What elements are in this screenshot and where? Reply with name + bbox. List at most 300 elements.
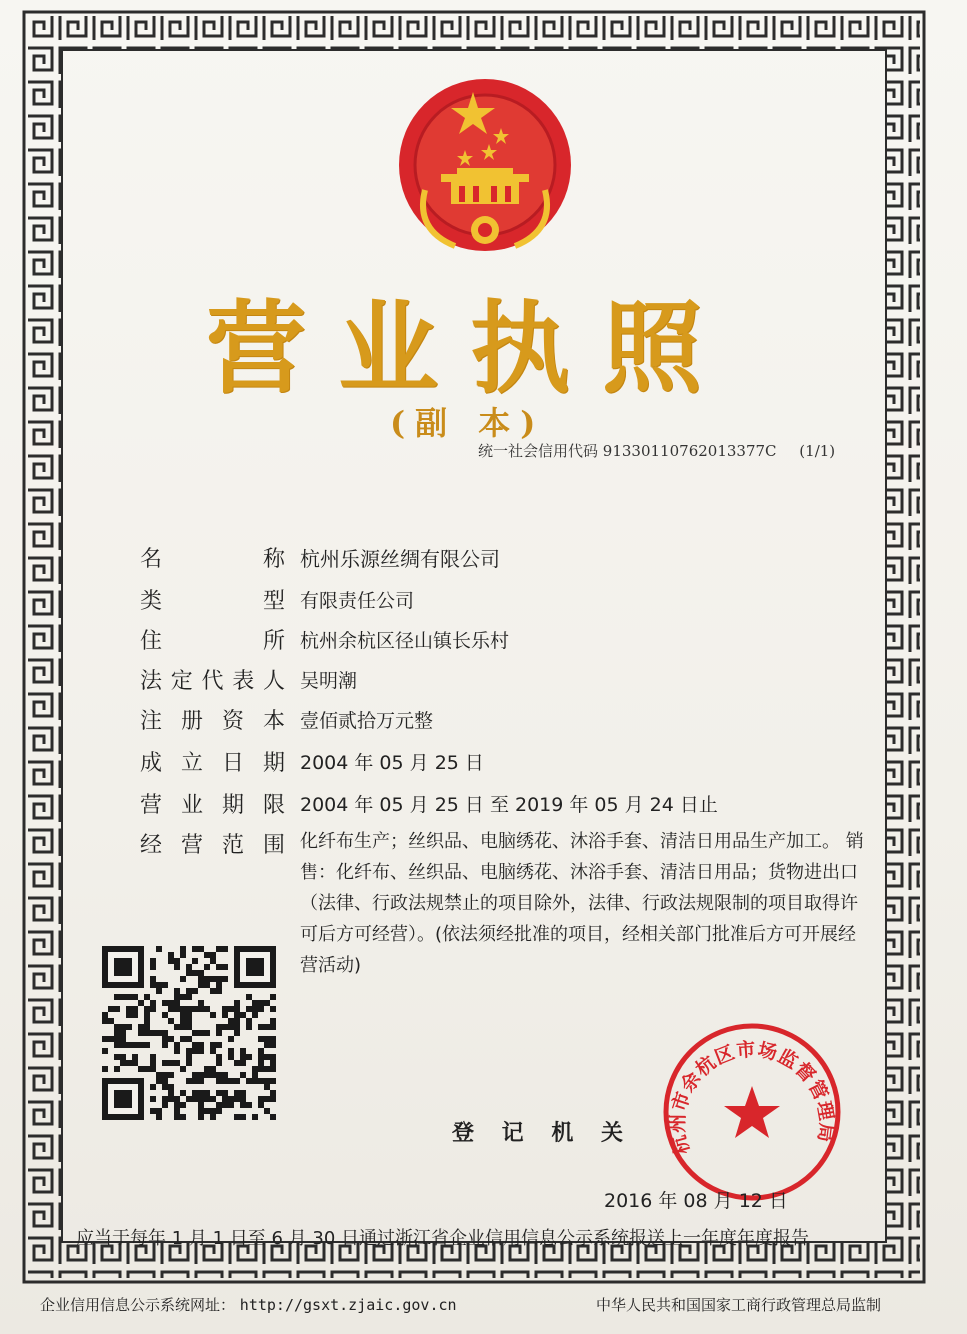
qr-module [138,1000,144,1006]
qr-module [114,1036,120,1042]
qr-module [120,1060,126,1066]
qr-module [228,1102,234,1108]
qr-module [180,1114,186,1120]
field-established [140,744,484,778]
qr-module [198,1090,204,1096]
qr-module [258,1060,264,1066]
qr-module [186,1060,192,1066]
qr-module [174,988,180,994]
qr-module [258,1036,264,1042]
qr-module [270,1066,276,1072]
qr-module [132,1012,138,1018]
qr-module [174,1102,180,1108]
qr-module [258,1024,264,1030]
qr-module [186,1096,192,1102]
field-label: 法 定 代 表 人 [140,668,285,694]
qr-module [234,1006,240,1012]
qr-module [210,958,216,964]
qr-module [210,988,216,994]
qr-module [180,1024,186,1030]
qr-module [204,976,210,982]
qr-module [222,1096,228,1102]
qr-module [156,946,162,952]
qr-module [270,1018,276,1024]
qr-module [174,1096,180,1102]
qr-module [162,1030,168,1036]
qr-module [192,1072,198,1078]
qr-module [216,988,222,994]
field-value: 杭州余杭区径山镇长乐村 [300,629,510,652]
qr-module [150,1000,156,1006]
field-label: 经 营 范 围 [140,832,285,858]
qr-module [222,1102,228,1108]
qr-module [198,1078,204,1084]
qr-module [120,1030,126,1036]
qr-module [114,1006,120,1012]
credit-code-label: 统一社会信用代码 [478,442,599,460]
qr-module [264,1054,270,1060]
qr-module [186,1012,192,1018]
qr-module [174,1042,180,1048]
footer-supervisor: 中华人民共和国国家工商行政管理总局监制 [596,1296,882,1314]
qr-module [162,1096,168,1102]
registration-date: 2016 年 08 月 12 日 [604,1190,788,1212]
qr-module [168,1090,174,1096]
qr-module [108,1018,114,1024]
qr-module [264,1042,270,1048]
qr-module [270,1054,276,1060]
qr-module [156,982,162,988]
qr-module [234,1090,240,1096]
qr-module [258,1054,264,1060]
qr-module [216,976,222,982]
qr-module [174,1108,180,1114]
document-title: 营业执照 [206,289,734,407]
qr-module [198,1114,204,1120]
qr-module [264,1084,270,1090]
qr-module [102,1066,108,1072]
document-subtitle: (副 本) [390,404,546,442]
qr-module [198,1072,204,1078]
qr-module [252,1000,258,1006]
qr-module [162,1102,168,1108]
qr-module [198,1000,204,1006]
qr-module [192,1042,198,1048]
qr-module [210,1108,216,1114]
qr-module [150,1084,156,1090]
qr-module [108,1006,114,1012]
qr-module [264,1108,270,1114]
qr-module [228,1054,234,1060]
field-value: 壹佰贰拾万元整 [300,709,434,732]
qr-module [120,1036,126,1042]
qr-module [150,1108,156,1114]
qr-module [216,1030,222,1036]
qr-module [240,1114,246,1120]
qr-module [270,1114,276,1120]
qr-module [228,1048,234,1054]
qr-module [198,970,204,976]
qr-module [186,994,192,1000]
field-value: 2004 年 05 月 25 日 [300,751,484,774]
qr-module [252,1066,258,1072]
qr-module [102,1012,108,1018]
qr-module [216,1024,222,1030]
qr-module [258,1078,264,1084]
qr-module [264,1024,270,1030]
qr-module [210,1012,216,1018]
qr-module [204,982,210,988]
qr-module [150,1060,156,1066]
qr-module [210,1114,216,1120]
qr-module [270,1096,276,1102]
qr-module [186,1078,192,1084]
qr-module [192,1030,198,1036]
qr-module [132,1042,138,1048]
qr-module [156,1030,162,1036]
field-capital [140,702,434,736]
footer-site-url[interactable]: http://gsxt.zjaic.gov.cn [239,1296,457,1314]
qr-module [270,1060,276,1066]
qr-module [132,994,138,1000]
qr-module [204,1030,210,1036]
qr-module [246,1054,252,1060]
qr-module [192,1096,198,1102]
qr-module [204,1090,210,1096]
qr-module [198,1108,204,1114]
qr-module [156,1078,162,1084]
qr-module [150,1054,156,1060]
qr-module [156,1108,162,1114]
qr-module [216,1078,222,1084]
qr-module [156,1072,162,1078]
qr-module [258,1006,264,1012]
qr-module [126,994,132,1000]
qr-module [204,1108,210,1114]
qr-module [234,1096,240,1102]
qr-module [162,1084,168,1090]
qr-module [174,964,180,970]
qr-module [216,1072,222,1078]
qr-module [168,958,174,964]
qr-module [198,1042,204,1048]
qr-module [120,1054,126,1060]
qr-module [180,946,186,952]
qr-module [168,1072,174,1078]
qr-module [258,1102,264,1108]
qr-module [270,1024,276,1030]
qr-module [180,1012,186,1018]
qr-module [180,1036,186,1042]
qr-module [102,1018,108,1024]
field-term [140,786,718,820]
qr-module [162,1042,168,1048]
qr-module [192,946,198,952]
qr-module [216,1102,222,1108]
annual-report-notice: 应当于每年 1 月 1 日至 6 月 30 日通过浙江省企业信用信息公示系统报送上一年度年度报告 [76,1228,810,1249]
qr-module [186,988,192,994]
qr-module [264,1036,270,1042]
qr-module [240,1102,246,1108]
qr-module [210,952,216,958]
qr-module [186,1024,192,1030]
qr-module [270,1006,276,1012]
qr-module [126,1024,132,1030]
qr-module [216,1090,222,1096]
business-scope-text: 化纤布生产；丝织品、电脑绣花、沐浴手套、清洁日用品生产加工。 销售：化纤布、丝织品、电脑绣花、沐浴手套、清洁日用品；货物进出口（法律、行政法规禁止的项目除外，法律、行政法规限制的项目取得许可后方可经营）。(依法须经批准的项目，经相关部门批准后方可开展经营活动) [300,831,864,976]
qr-module [168,1018,174,1024]
qr-module [222,1072,228,1078]
qr-module [234,1078,240,1084]
qr-module [270,1042,276,1048]
qr-module [144,1030,150,1036]
qr-module [180,976,186,982]
qr-module [180,952,186,958]
field-value: 吴明潮 [300,669,358,692]
qr-module [186,1048,192,1054]
qr-module [186,970,192,976]
qr-module [192,970,198,976]
qr-module [192,1090,198,1096]
qr-module [240,1060,246,1066]
qr-module [144,994,150,1000]
qr-module [234,1024,240,1030]
qr-module [240,1096,246,1102]
qr-module [150,958,156,964]
qr-module [162,1072,168,1078]
qr-module [174,994,180,1000]
qr-module [180,994,186,1000]
qr-module [198,1048,204,1054]
qr-module [162,1012,168,1018]
national-emblem [395,70,575,260]
qr-module [150,976,156,982]
qr-module [258,1066,264,1072]
qr-module [228,1024,234,1030]
qr-module [132,1054,138,1060]
qr-module [144,1006,150,1012]
qr-module [234,1060,240,1066]
qr-module [216,964,222,970]
registration-authority-label: 登 记 机 关 [452,1121,633,1146]
qr-module [246,1024,252,1030]
qr-module [222,1078,228,1084]
credit-code-line [478,440,835,461]
qr-module [168,952,174,958]
qr-module [222,1090,228,1096]
qr-module [264,1000,270,1006]
qr-module [222,1012,228,1018]
qr-module [144,1042,150,1048]
qr-module [210,1048,216,1054]
qr-module [222,1024,228,1030]
qr-module [150,1030,156,1036]
qr-module [114,1030,120,1036]
qr-module [240,1012,246,1018]
qr-module [138,1024,144,1030]
qr-module [216,1054,222,1060]
qr-module [198,946,204,952]
qr-module [132,1006,138,1012]
qr-module [240,1072,246,1078]
qr-module [180,1018,186,1024]
field-value: 杭州乐源丝绸有限公司 [300,546,500,571]
qr-module [210,1066,216,1072]
qr-module [198,982,204,988]
qr-module [240,1090,246,1096]
field-value: 有限责任公司 [300,589,415,612]
qr-module [240,1054,246,1060]
qr-module [114,1042,120,1048]
qr-module [198,1030,204,1036]
qr-module [120,1024,126,1030]
qr-module [168,1006,174,1012]
field-label: 注 册 资 本 [140,708,285,734]
qr-module [270,1036,276,1042]
qr-module [108,1036,114,1042]
qr-module [264,1066,270,1072]
field-label: 类 型 [140,588,285,614]
qr-module [114,1054,120,1060]
qr-module [240,1048,246,1054]
field-label: 名 称 [140,546,285,572]
field-type [140,582,415,616]
seal-text: 杭州市余杭区市场监督管理局 [666,1038,838,1158]
qr-module [156,1114,162,1120]
qr-module [192,1006,198,1012]
qr-module [144,1012,150,1018]
qr-module [156,988,162,994]
qr-module [252,1006,258,1012]
qr-module [216,1060,222,1066]
qr-module [228,1078,234,1084]
qr-module [246,1018,252,1024]
qr-module [150,964,156,970]
qr-module [234,1030,240,1036]
qr-module [216,1042,222,1048]
qr-module [252,1012,258,1018]
field-label: 成 立 日 期 [140,750,285,776]
qr-module [216,946,222,952]
qr-module [144,1024,150,1030]
qr-module [162,1078,168,1084]
qr-module [210,1072,216,1078]
qr-module [150,1006,156,1012]
field-label: 营 业 期 限 [140,792,285,818]
qr-code[interactable] [92,944,288,1120]
qr-module [252,1072,258,1078]
qr-module [234,1114,240,1120]
qr-module [258,1096,264,1102]
qr-module [174,1024,180,1030]
qr-module [186,1018,192,1024]
qr-module [222,976,228,982]
field-name [140,540,500,574]
field-label: 住 所 [140,628,285,654]
qr-module [144,1066,150,1072]
qr-module [246,1102,252,1108]
qr-module [168,1096,174,1102]
qr-module [120,1042,126,1048]
qr-module [168,1000,174,1006]
qr-module [258,1048,264,1054]
qr-module [252,1078,258,1084]
qr-module [114,994,120,1000]
qr-module [210,976,216,982]
qr-module [186,964,192,970]
qr-module [210,1096,216,1102]
qr-module [246,994,252,1000]
field-address [140,622,510,656]
qr-module [174,1048,180,1054]
qr-module [222,946,228,952]
qr-module [252,1114,258,1120]
qr-module [192,988,198,994]
qr-module [174,1060,180,1066]
qr-module [204,1096,210,1102]
qr-module [120,994,126,1000]
credit-code-value: 91330110762013377C [602,442,777,460]
qr-module [114,1024,120,1030]
qr-module [192,958,198,964]
qr-module [216,1108,222,1114]
qr-module [186,1036,192,1042]
qr-module [270,994,276,1000]
qr-module [168,1084,174,1090]
qr-module [168,1060,174,1066]
qr-module [180,1006,186,1012]
qr-module [102,1036,108,1042]
qr-module [234,1000,240,1006]
qr-module [150,1096,156,1102]
qr-module [234,1018,240,1024]
qr-module [150,1066,156,1072]
qr-module [132,1060,138,1066]
field-scope [140,826,285,860]
qr-module [228,1006,234,1012]
qr-module [162,1060,168,1066]
qr-module [264,1078,270,1084]
qr-module [192,1048,198,1054]
qr-module [246,1006,252,1012]
qr-module [234,1012,240,1018]
field-legal-rep [140,662,358,696]
page-marker: (1/1) [799,442,836,460]
qr-module [138,1030,144,1036]
qr-module [270,1090,276,1096]
qr-module [144,1018,150,1024]
qr-module [150,982,156,988]
qr-module [162,982,168,988]
qr-module [174,958,180,964]
qr-module [138,1066,144,1072]
qr-module [174,1006,180,1012]
qr-module [228,1036,234,1042]
qr-module [204,1072,210,1078]
qr-module [204,1006,210,1012]
qr-module [126,1042,132,1048]
qr-module [174,1114,180,1120]
qr-module [228,1096,234,1102]
official-seal [660,1020,844,1204]
qr-module [228,1018,234,1024]
qr-module [198,1102,204,1108]
footer-site-label: 企业信用信息公示系统网址： [40,1296,236,1314]
qr-module [198,1006,204,1012]
qr-module [126,1060,132,1066]
qr-module [114,1066,120,1072]
qr-module [126,1012,132,1018]
